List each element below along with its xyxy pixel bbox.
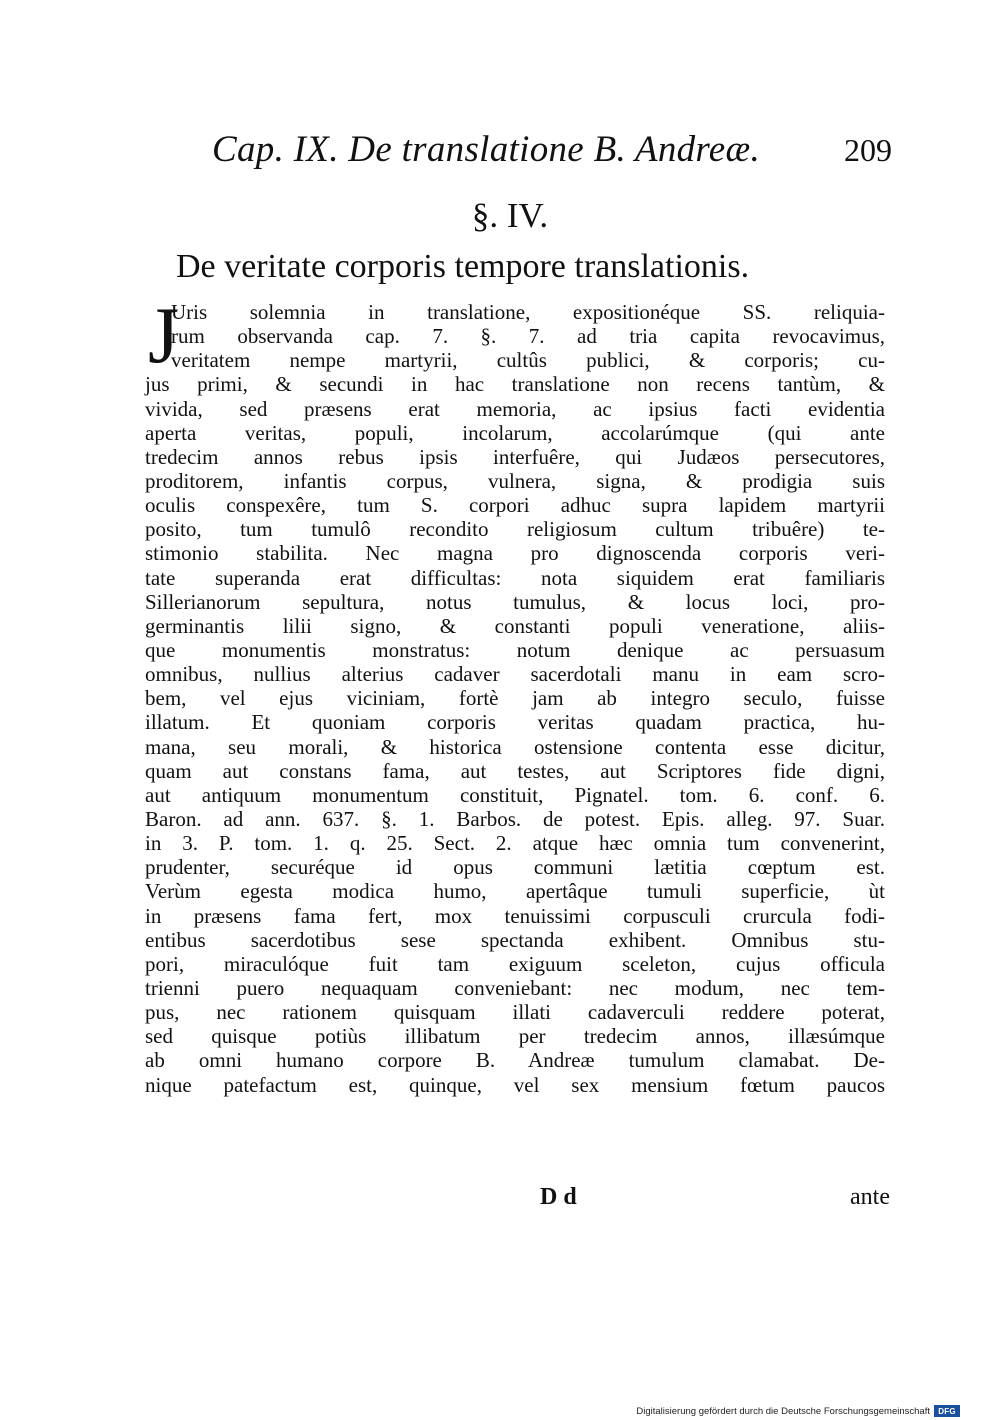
text-line: Baron. ad ann. 637. §. 1. Barbos. de potest. Epis. alleg. 97. Suar. [145,806,885,831]
text-line: sed quisque potiùs illibatum per tredecim annos, illæsúmque [145,1024,885,1049]
text-line: posito, tum tumulô recondito religiosum cultum tribuêre) te- [145,517,885,542]
text-line: rum observanda cap. 7. §. 7. ad tria capita revocavimus, [171,324,885,349]
section-title: De veritate corporis tempore translationis. [176,248,750,285]
text-line: ab omni humano corpore B. Andreæ tumulum clamabat. De- [145,1048,885,1073]
text-line: Sillerianorum sepultura, notus tumulus, & locus loci, pro- [145,589,885,614]
text-line: tate superanda erat difficultas: nota siquidem erat familiaris [145,565,885,590]
dfg-logo-icon: DFG [934,1405,960,1417]
text-line: Uris solemnia in translatione, expositionéque SS. reliquia- [171,300,885,324]
text-line: in præsens fama fert, mox tenuissimi corpusculi crurcula fodi- [145,903,885,928]
text-line: nique patefactum est, quinque, vel sex mensium fœtum paucos [145,1072,885,1097]
text-line: aut antiquum monumentum constituit, Pignatel. tom. 6. conf. 6. [145,782,885,807]
text-line: Verùm egesta modica humo, apertâque tumuli superficie, ùt [145,879,885,904]
text-line: prudenter, securéque id opus communi lætitia cœptum est. [145,855,885,880]
body-text [145,300,885,1097]
text-line: illatum. Et quoniam corporis veritas quadam practica, hu- [145,710,885,735]
text-line: in 3. P. tom. 1. q. 25. Sect. 2. atque hæc omnia tum convenerint, [145,831,885,856]
section-number: §. IV. [471,196,549,235]
digitization-credit [636,1404,960,1418]
text-line: jus primi, & secundi in hac translatione non recens tantùm, & [145,372,885,397]
text-line: germinantis lilii signo, & constanti populi veneratione, aliis- [145,613,885,638]
text-line: trienni puero nequaquam conveniebant: nec modum, nec tem- [145,975,885,1000]
text-line: bem, vel ejus viciniam, fortè jam ab integro seculo, fuisse [145,686,885,711]
credit-text: Digitalisierung gefördert durch die Deutsche Forschungsgemeinschaft [636,1405,930,1417]
text-line: quam aut constans fama, aut testes, aut Scriptores fide digni, [145,758,885,783]
catchword: ante [850,1184,890,1210]
text-line: tredecim annos rebus ipsis interfuêre, qui Judæos persecutores, [145,444,885,469]
drop-capital: J [148,292,180,380]
text-line: omnibus, nullius alterius cadaver sacerdotali manu in eam scro- [145,662,885,687]
text-line: pus, nec rationem quisquam illati cadaverculi reddere poterat, [145,1000,885,1025]
text-line: que monumentis monstratus: notum denique ac persuasum [145,637,885,662]
text-line: aperta veritas, populi, incolarum, accolarúmque (qui ante [145,420,885,445]
running-title: Cap. IX. De translatione B. Andreæ. [212,129,760,170]
signature-mark: D d [540,1184,577,1210]
running-head [212,128,892,178]
text-line: pori, miraculóque fuit tam exiguum sceleton, cujus officula [145,951,885,976]
text-line: oculis conspexêre, tum S. corpori adhuc supra lapidem martyrii [145,493,885,518]
page-number: 209 [844,132,892,168]
text-line: proditorem, infantis corpus, vulnera, signa, & prodigia suis [145,468,885,493]
text-line: mana, seu morali, & historica ostensione contenta esse dicitur, [145,734,885,759]
text-line: entibus sacerdotibus sese spectanda exhibent. Omnibus stu- [145,927,885,952]
text-line: veritatem nempe martyrii, cultûs publici, & corporis; cu- [171,348,885,373]
text-line: vivida, sed præsens erat memoria, ac ipsius facti evidentia [145,396,885,421]
text-line: stimonio stabilita. Nec magna pro dignoscenda corporis veri- [145,541,885,566]
page-footer [530,1184,890,1214]
